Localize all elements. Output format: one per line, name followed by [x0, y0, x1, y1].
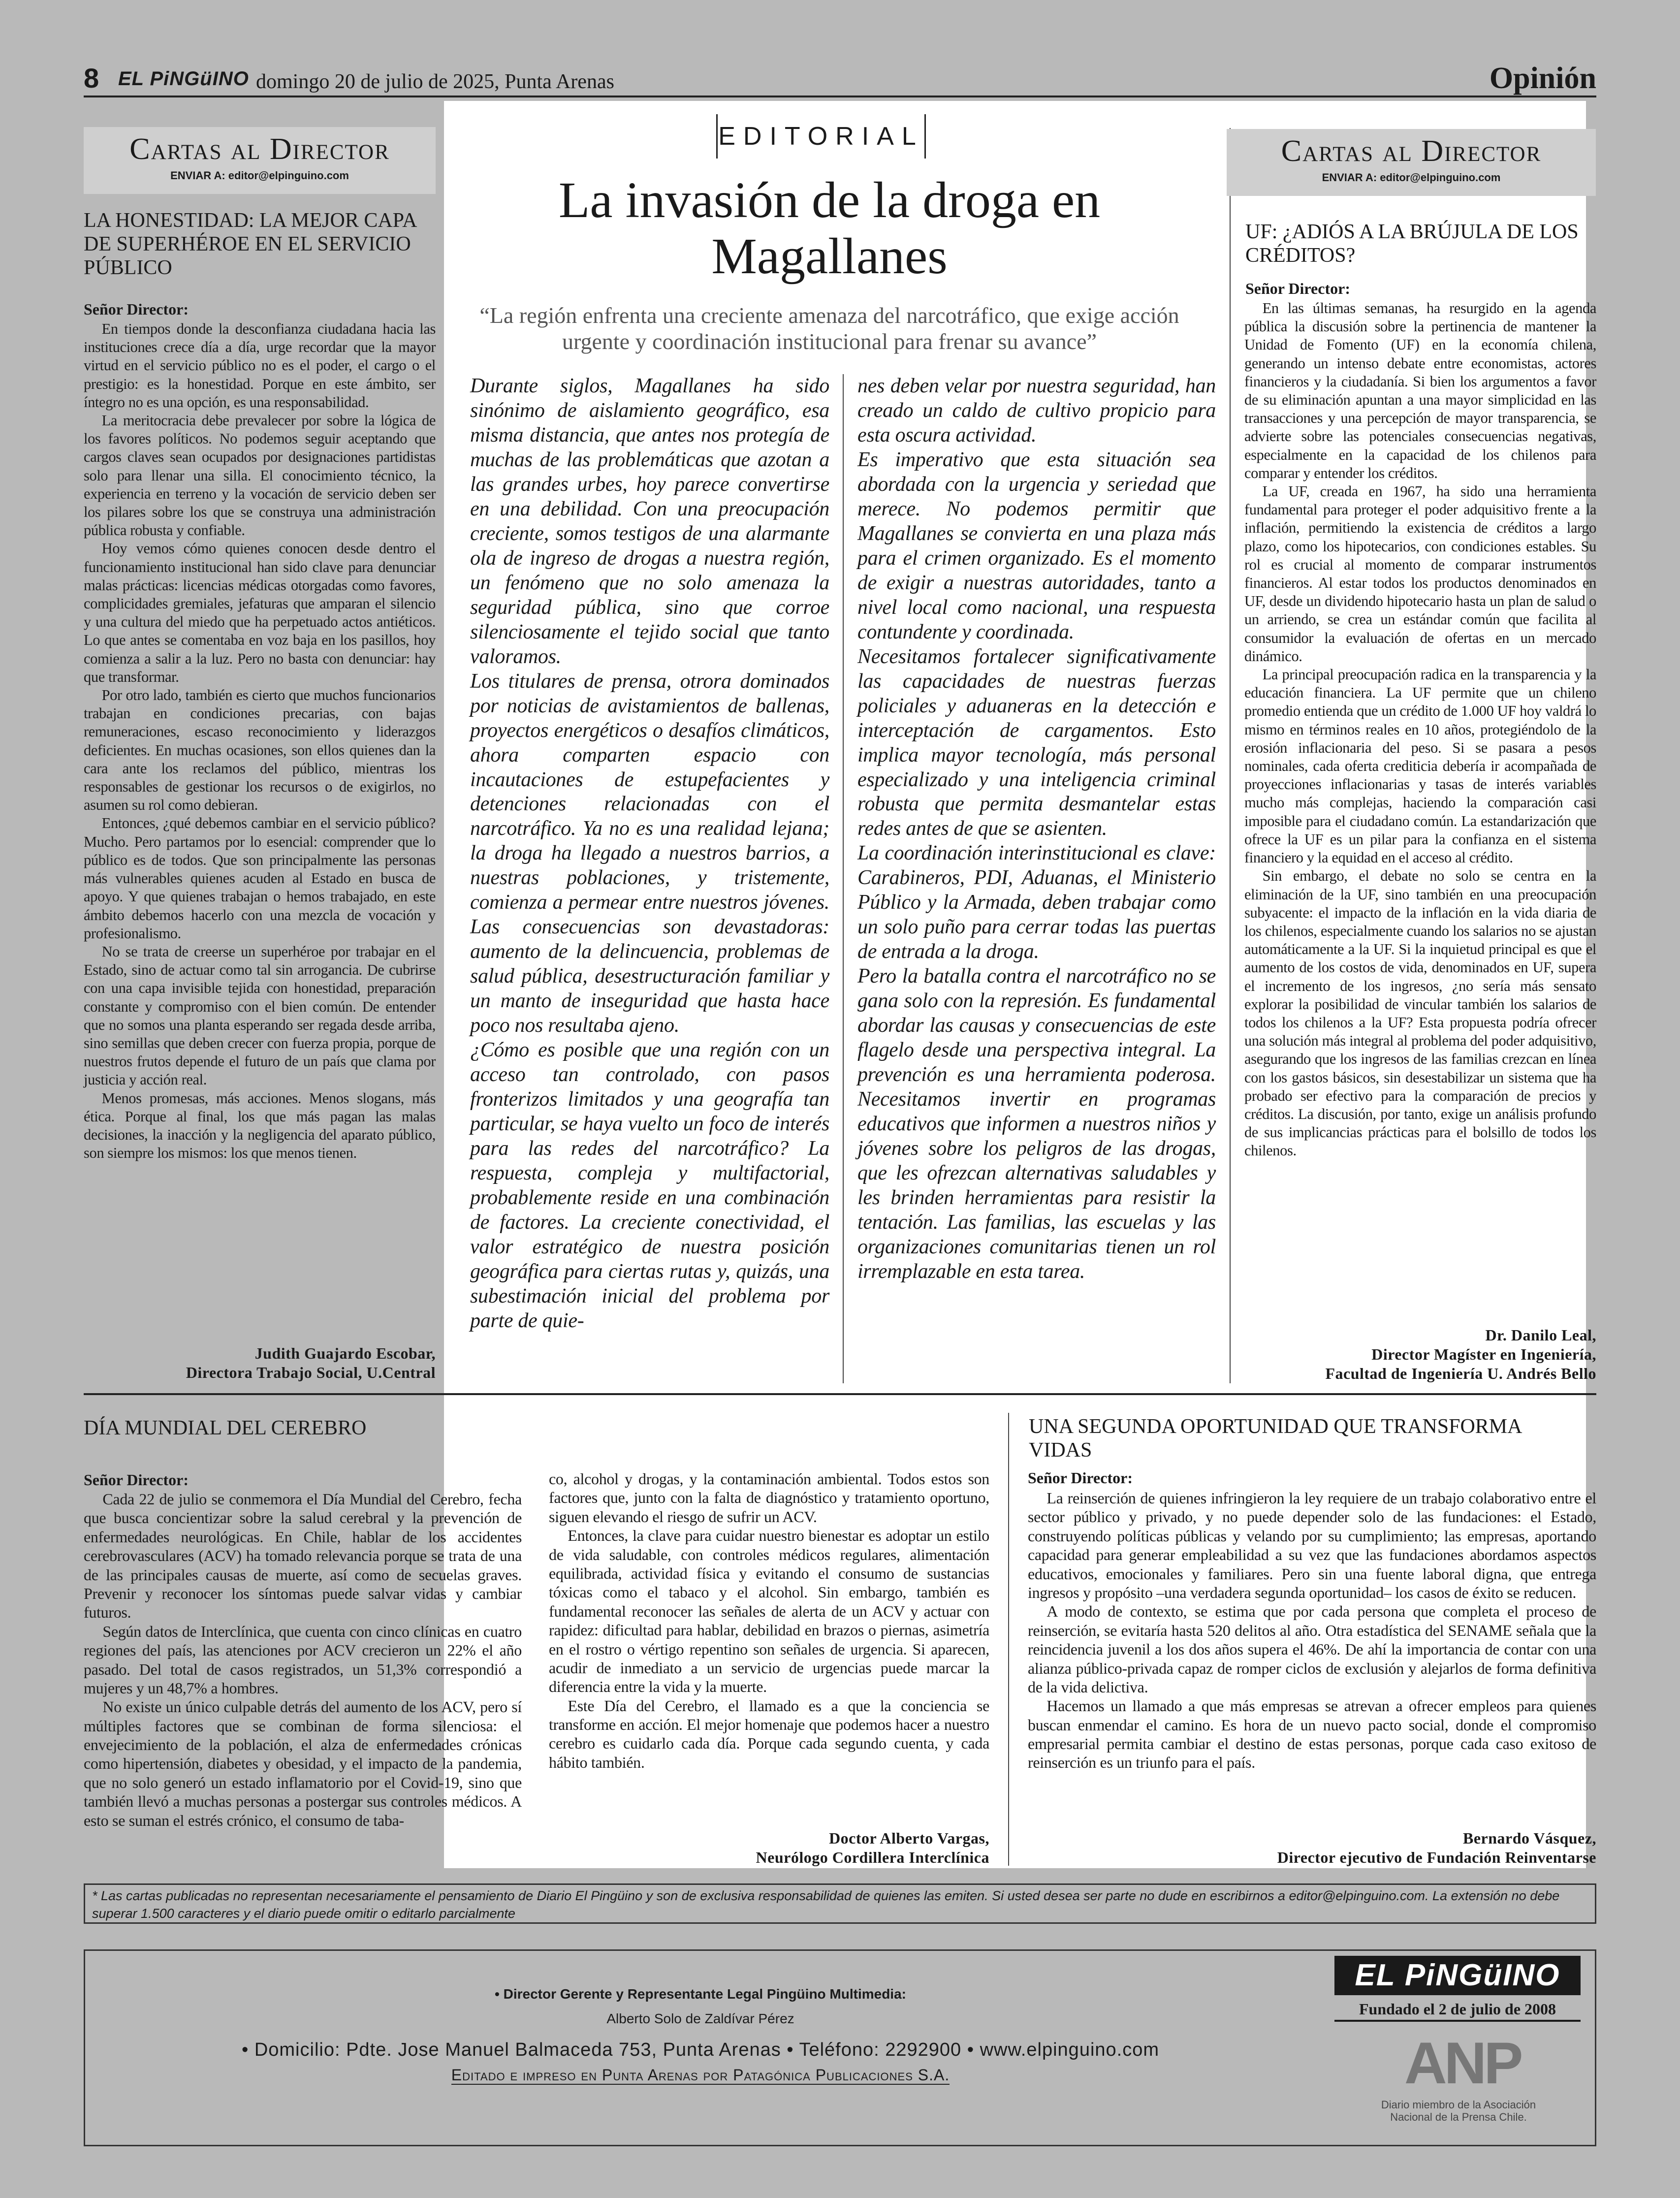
paragraph: A modo de contexto, se estima que por cada persona que completa el proceso de reinserción, se evitaría hasta 520 delitos al año. Otra estadística del SENAME señala que la reincidencia juvenil a los dos años supera el 46%. De ahí la importancia de contar con una alianza público-privada capaz de romper ciclos de exclusión y alejarlos de forma definitiva de la vida delictiva.	[1028, 1602, 1596, 1696]
header-rule	[84, 96, 1596, 97]
editorial-title: La invasión de la droga en Magallanes	[558, 172, 1101, 285]
section-title: Opinión	[1489, 62, 1596, 95]
signature-title: Director ejecutivo de Fundación Reinventarse	[1277, 1848, 1596, 1867]
letter-headline: LA HONESTIDAD: LA MEJOR CAPA DE SUPERHÉROE EN EL SERVICIO PÚBLICO	[84, 209, 416, 279]
paragraph: En las últimas semanas, ha resurgido en la agenda pública la discusión sobre la pertinencia de mantener la Unidad de Fomento (UF) en la economía chilena, generando un intenso debate entre economistas, actores financieros y la ciudadanía. Si bien los argumentos a favor de su eliminación apuntan a una mayor simplicidad en las transacciones y una percepción de mayor transparencia, se advierte sobre las potenciales consecuencias negativas, especialmente en la capacidad de los chilenos para comparar y entender los créditos.	[1244, 300, 1596, 481]
dateline: domingo 20 de julio de 2025, Punta Arenas	[256, 70, 614, 93]
paragraph: En tiempos donde la desconfianza ciudadana hacia las instituciones crece día a día, urge recordar que la mayor virtud en el servicio público no es el poder, el cargo o el prestigio: es la honestidad. Porque en este ámbito, ser íntegro no es una opción, es una responsabilidad.	[84, 320, 436, 411]
founded-line: Fundado el 2 de julio de 2008	[1359, 2000, 1556, 2018]
footer-logo: EL PiNGüINO	[1334, 1956, 1581, 1995]
paragraph: Entonces, la clave para cuidar nuestro bienestar es adoptar un estilo de vida saludable, con controles médicos regulares, alimentación equilibrada, actividad física y evitando el consumo de sustancias tóxicas como el tabaco y el alcohol. Sin embargo, también es fundamental reconocer las señales de alerta de un ACV y actuar con rapidez: dificultad para hablar, debilidad en brazos o piernas, asimetría en el rostro o vértigo repentino son señales de urgencia. Si aparecen, acudir de inmediato a un servicio de urgencias puede marcar la diferencia entre la vida y la muerte.	[549, 1527, 989, 1696]
letters-title: Cartas al Director	[129, 132, 390, 166]
signature-org: Facultad de Ingeniería U. Andrés Bello	[1325, 1365, 1596, 1383]
paragraph: Este Día del Cerebro, el llamado es a que la conciencia se transforme en acción. El mejor homenaje que podemos hacer a nuestro cerebro es cuidarlo cada día. Porque cada segundo cuenta, y cada hábito también.	[549, 1696, 989, 1771]
masthead-logo: EL PiNGüINO	[118, 68, 249, 90]
section-rule	[84, 1393, 1596, 1395]
signature-title: Director Magíster en Ingeniería,	[1371, 1345, 1596, 1364]
paragraph: La reinserción de quienes infringieron la ley requiere de un trabajo colaborativo entre el sector público y privado, y no puede depender solo de las fundaciones: el Estado, construyendo políticas públicas y velando por su cumplimiento; las empresas, aportando capacidad para generar empleabilidad a su vez que las fundaciones abordamos aspectos educativos, emocionales y familiares. Pero sin una fuente laboral digna, que entrega ingresos y propósito –una verdadera segunda oportunidad– los casos de éxito se reducen.	[1028, 1489, 1596, 1601]
letter-signature	[1181, 1326, 1596, 1383]
paragraph: Sin embargo, el debate no solo se centra en la eliminación de la UF, sino también en una preocupación subyacente: el impacto de la inflación en la vida diaria de los chilenos, especialmente cuando los salarios no se ajustan automáticamente a la UF. Si la inquietud principal es que el aumento de los costos de vida, denominados en UF, supera el incremento de los ingresos, ¿no sería más sensato explorar la posibilidad de vincular también los salarios de todos los chilenos a la UF? Esta propuesta podría ofrecer una solución más integral al problema del poder adquisitivo, asegurando que los ingresos de las familias crezcan en línea con los gastos básicos, sin desestabilizar un sistema que ha probado ser efectivo para la comparación de precios y créditos. La discusión, por tanto, exige un análisis profundo de sus implicancias prácticas para el bolsillo de todos los chilenos.	[1244, 867, 1596, 1159]
signature-title: Directora Trabajo Social, U.Central	[186, 1364, 436, 1382]
editorial-column-1	[470, 374, 829, 1334]
letter-salutation: Señor Director:	[1028, 1469, 1133, 1487]
director-name: Alberto Solo de Zaldívar Pérez	[606, 2011, 794, 2026]
letters-title: Cartas al Director	[1281, 134, 1542, 168]
letters-header-right	[1227, 129, 1596, 196]
letter-signature	[84, 1344, 436, 1382]
paragraph: Por otro lado, también es cierto que muchos funcionarios trabajan en condiciones precarias, con bajas remuneraciones, escaso reconocimiento y liderazgos deficientes. En muchas ocasiones, son ellos quienes dan la cara ante los reclamos del público, mientras los responsables de gestionar los recursos o de exigirlos, no asumen su rol como debieran.	[84, 687, 436, 814]
director-label: • Director Gerente y Representante Legal Pingüino Multimedia:	[495, 1986, 906, 2002]
paragraph: Menos promesas, más acciones. Menos slogans, más ética. Porque al final, los que más pagan las malas decisiones, la inacción y la negligencia del aparato público, son siempre los mismos: los que menos tienen.	[84, 1089, 436, 1162]
disclaimer: * Las cartas publicadas no representan necesariamente el pensamiento de Diario El Pingüino y son de exclusiva responsabilidad de quienes las emiten. Si usted desea ser parte no dude en escribirnos a editor@elpinguino.com. La extensión no debe superar 1.500 caracteres y el diario puede omitir o editarlo parcialmente	[84, 1883, 1596, 1924]
paragraph: Los titulares de prensa, otrora dominados por noticias de avistamientos de ballenas, proyectos energéticos o desafíos climáticos, ahora comparten espacio con incautaciones de estupefacientes y detenciones relacionadas con el narcotráfico. Ya no es una realidad lejana; la droga ha llegado a nuestros barrios, a nuestras poblaciones, y tristemente, comienza a permear entre nuestros jóvenes. Las consecuencias son devastadoras: aumento de la delincuencia, problemas de salud pública, desestructuración familiar y un manto de inseguridad que hasta hace poco nos resultaba ajeno.	[470, 669, 829, 1037]
column-divider	[1230, 128, 1231, 1383]
signature-name: Judith Guajardo Escobar,	[254, 1344, 436, 1362]
column-divider	[843, 374, 844, 1383]
paragraph: Hacemos un llamado a que más empresas se atrevan a ofrecer empleos para quienes buscan enmendar el camino. Es hora de un nuevo pacto social, donde el compromiso empresarial permita cambiar el destino de estas personas, porque cada caso exitoso de reinserción es un triunfo para el país.	[1028, 1697, 1596, 1772]
letters-email: ENVIAR A: editor@elpinguino.com	[170, 169, 349, 182]
letter-headline: UNA SEGUNDA OPORTUNIDAD QUE TRANSFORMA VIDAS	[1029, 1415, 1522, 1462]
paragraph: co, alcohol y drogas, y la contaminación ambiental. Todos estos son factores que, junto con la falta de diagnóstico y tratamiento oportuno, siguen elevando el riesgo de sufrir un ACV.	[549, 1470, 989, 1526]
paragraph: La coordinación interinstitucional es clave: Carabineros, PDI, Aduanas, el Ministerio Público y la Armada, deben trabajar como un solo puño para cerrar todas las puertas de entrada a la droga.	[857, 842, 1216, 963]
contact-line: • Domicilio: Pdte. Jose Manuel Balmaceda 753, Punta Arenas • Teléfono: 2292900 • www.elpinguino.com	[241, 2039, 1160, 2060]
paragraph: Es imperativo que esta situación sea abordada con la urgencia y seriedad que merece. No podemos permitir que Magallanes se convierta en una plaza más para el crimen organizado. Es el momento de exigir a nuestras autoridades, tanto a nivel local como nacional, una respuesta contundente y coordinada.	[857, 448, 1216, 643]
paragraph: La meritocracia debe prevalecer por sobre la lógica de los favores políticos. No podemos seguir aceptando que cargos claves sean ocupados por designaciones partidistas solo para llenar una silla. El conocimiento técnico, la experiencia en terreno y la vocación de servicio deben ser los pilares sobre los que se construya una administración pública robusta y confiable.	[84, 412, 436, 539]
letter-headline: UF: ¿ADIÓS A LA BRÚJULA DE LOS CRÉDITOS?	[1245, 221, 1579, 267]
letter-body	[1244, 299, 1596, 1160]
letter-signature	[1028, 1829, 1596, 1867]
footer-rule	[1334, 2020, 1581, 2022]
editorial-deck: “La región enfrenta una creciente amenaza del narcotráfico, que exige acción urgente y coordinación institucional para frenar su avance”	[479, 303, 1179, 354]
paragraph: La UF, creada en 1967, ha sido una herramienta fundamental para proteger el poder adquisitivo frente a la inflación, permitiendo la existencia de créditos a largo plazo, como los hipotecarios, con condiciones estables. Su rol es crucial al momento de comparar instrumentos financieros. Al estar todos los productos denominados en UF, desde un dividendo hipotecario hasta un plan de salud o un arriendo, se crea un estándar común que facilita al consumidor la evaluación de ofertas en un mercado dinámico.	[1244, 483, 1596, 665]
printer-text: Editado e impreso en Punta Arenas por Patagónica Publicaciones S.A.	[451, 2066, 950, 2084]
signature-name: Dr. Danilo Leal,	[1485, 1326, 1596, 1344]
paragraph: Pero la batalla contra el narcotráfico no se gana solo con la represión. Es fundamental abordar las causas y consecuencias de este flagelo desde una perspectiva integral. La prevención es una herramienta poderosa. Necesitamos invertir en programas educativos que informen a nuestros niños y jóvenes sobre los peligros de las drogas, que les ofrezcan alternativas saludables y les brinden herramientas para resistir la tentación. Las familias, las escuelas y las organizaciones comunitarias tienen un rol irremplazable en esta tarea.	[857, 965, 1216, 1283]
editorial-column-2	[857, 374, 1216, 1284]
paragraph: Necesitamos fortalecer significativamente las capacidades de nuestras fuerzas policiales y aduaneras en la detección e interceptación de cargamentos. Esto implica mayor tecnología, más personal especializado y una inteligencia criminal robusta que permita desmantelar estas redes antes de que se asienten.	[857, 645, 1216, 840]
paragraph: nes deben velar por nuestra seguridad, han creado un caldo de cultivo propicio para esta oscura actividad.	[857, 375, 1216, 446]
letter-salutation: Señor Director:	[84, 1471, 189, 1489]
letters-email: ENVIAR A: editor@elpinguino.com	[1322, 171, 1501, 184]
footer	[84, 1949, 1596, 2146]
letter-body-column-1	[84, 1490, 522, 1830]
paragraph: ¿Cómo es posible que una región con un acceso tan controlado, con pasos fronterizos limitados y una geografía tan particular, se haya vuelto un foco de interés para las redes del narcotráfico? La respuesta, compleja y multifactorial, probablemente reside en una combinación de factores. La creciente conectividad, el valor estratégico de nuestra posición geográfica para ciertas rutas y, quizás, una subestimación inicial del problema por parte de quie-	[470, 1039, 829, 1332]
letter-signature	[549, 1829, 989, 1867]
letter-salutation: Señor Director:	[1245, 280, 1350, 297]
letters-header-left	[84, 127, 436, 194]
paragraph: Según datos de Interclínica, que cuenta con cinco clínicas en cuatro regiones del país, las atenciones por ACV crecieron un 22% el año pasado. Del total de casos registrados, un 51,3% correspondió a mujeres y un 48,7% a hombres.	[84, 1622, 522, 1697]
page-number: 8	[84, 63, 99, 94]
signature-name: Bernardo Vásquez,	[1462, 1829, 1596, 1847]
anp-caption: Diario miembro de la Asociación Nacional de la Prensa Chile.	[1381, 2099, 1536, 2124]
paragraph: No se trata de creerse un superhéroe por trabajar en el Estado, sino de actuar como tal sin arrogancia. De cubrirse con una capa invisible tejida con honestidad, preparación constante y compromiso con el bien común. De entender que no somos una planta esperando ser regada desde arriba, sino semillas que deben crecer con fuerza propia, porque de nuestros frutos depende el futuro de un país que clama por justicia y acción real.	[84, 943, 436, 1088]
column-divider	[1008, 1413, 1009, 1866]
letter-salutation: Señor Director:	[84, 300, 189, 318]
letter-headline: DÍA MUNDIAL DEL CEREBRO	[84, 1417, 367, 1439]
letter-body	[84, 320, 436, 1162]
anp-logo: ANP	[1404, 2030, 1521, 2096]
letter-body	[1028, 1489, 1596, 1772]
paragraph: Cada 22 de julio se conmemora el Día Mundial del Cerebro, fecha que busca concientizar sobre la salud cerebral y la prevención de enfermedades neurológicas. En Chile, hablar de los accidentes cerebrovasculares (ACV) ha tomado relevancia porque se trata de una de las principales causas de muerte, así como de secuelas graves. Prevenir y reconocer los síntomas puede salvar vidas y cambiar futuros.	[84, 1490, 522, 1622]
paragraph: La principal preocupación radica en la transparencia y la educación financiera. La UF permite que un chileno promedio entienda que un crédito de 1.000 UF hoy valdrá lo mismo en términos reales en 10 años, protegiéndolo de la erosión inflacionaria del peso. Si se pasara a pesos nominales, cada oferta crediticia debería ir acompañada de proyecciones inflacionarias y tasas de interés variables mucho más complejas, haciendo la comparación casi imposible para el ciudadano común. La estandarización que ofrece la UF es un pilar para la confianza en el sistema financiero y la equidad en el acceso al crédito.	[1244, 666, 1596, 866]
paragraph: Entonces, ¿qué debemos cambiar en el servicio público? Mucho. Pero partamos por lo esencial: comprender que lo público es de todos. Que son principalmente las personas más vulnerables quienes acuden al Estado en busca de apoyo. Y que quienes trabajan o hemos trabajado, en este ámbito debemos hacerlo con una mezcla de vocación y profesionalismo.	[84, 815, 436, 942]
paragraph: No existe un único culpable detrás del aumento de los ACV, pero sí múltiples factores que se combinan de forma silenciosa: el envejecimiento de la población, el alza de enfermedades crónicas como hipertensión, diabetes y obesidad, y el impacto de la pandemia, que no solo generó un estado inflamatorio por el Covid-19, sino que también llevó a muchas personas a postergar sus controles médicos. A esto se suman el estrés crónico, el consumo de taba-	[84, 1698, 522, 1829]
signature-title: Neurólogo Cordillera Interclínica	[756, 1848, 989, 1867]
paragraph: Hoy vemos cómo quienes conocen desde dentro el funcionamiento institucional han sido clave para denunciar malas prácticas: licencias médicas otorgadas como favores, complicidades gremiales, jefaturas que amparan el silencio y una cultura del miedo que ha perpetuado actos antiéticos. Lo que antes se comentaba en voz baja en los pasillos, hoy comienza a salir a la luz. Pero no basta con denunciar: hay que transformar.	[84, 540, 436, 685]
signature-name: Doctor Alberto Vargas,	[829, 1829, 989, 1847]
letter-body-column-2	[549, 1469, 989, 1772]
printer-line	[85, 2066, 1316, 2084]
paragraph: Durante siglos, Magallanes ha sido sinónimo de aislamiento geográfico, esa misma distancia, que antes nos protegía de muchas de las problemáticas que azotan a las grandes urbes, hoy parece convertirse en una debilidad. Con una preocupación creciente, somos testigos de una alarmante ola de ingreso de drogas a nuestra región, un fenómeno que no solo amenaza la seguridad pública, sino que corroe silenciosamente el tejido social que tanto valoramos.	[470, 375, 829, 668]
editorial-label: EDITORIAL	[716, 114, 926, 159]
